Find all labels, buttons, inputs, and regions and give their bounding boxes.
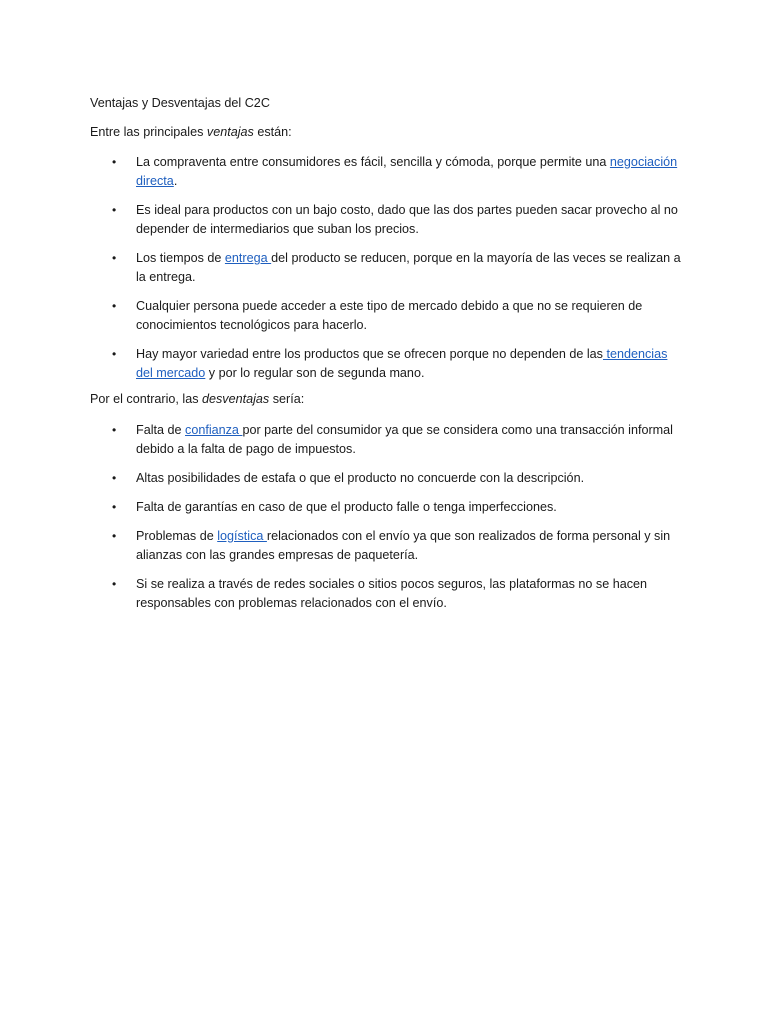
- list-item: [90, 575, 681, 613]
- list-item: [90, 249, 681, 287]
- bullet-icon: •: [112, 529, 117, 543]
- item-text-end: .: [173, 174, 178, 188]
- item-text: La compraventa entre consumidores es fácil, sencilla y cómoda, porque permite una: [136, 155, 610, 169]
- ventajas-list: [90, 153, 690, 393]
- item-text-end: del producto se reducen, porque en la mayoría de las veces se realizan a la entrega.: [136, 251, 681, 284]
- item-text: Hay mayor variedad entre los productos que se ofrecen porque no dependen de las: [136, 347, 603, 361]
- list-item: [90, 469, 681, 488]
- document-title: Ventajas y Desventajas del C2C: [90, 96, 270, 110]
- item-text: Los tiempos de: [136, 251, 225, 265]
- link-logistica[interactable]: logística: [217, 529, 267, 543]
- bullet-icon: •: [112, 347, 117, 361]
- link-negociacion-directa[interactable]: negociación directa: [136, 155, 678, 188]
- bullet-icon: •: [112, 471, 117, 485]
- list-item: [90, 421, 681, 459]
- list-item: [90, 297, 681, 335]
- ventajas-intro-emphasis: ventajas: [206, 125, 254, 139]
- item-text-end: relacionados con el envío ya que son realizados de forma personal y sin alianzas con las grandes empresas de paquetería.: [136, 529, 671, 562]
- bullet-icon: •: [112, 423, 117, 437]
- item-text-end: y por lo regular son de segunda mano.: [205, 366, 425, 380]
- bullet-icon: •: [112, 577, 117, 591]
- item-text: Falta de garantías en caso de que el producto falle o tenga imperfecciones.: [136, 500, 557, 514]
- ventajas-intro-before: Entre las principales: [90, 125, 207, 139]
- desventajas-list: [90, 421, 690, 623]
- item-text: Es ideal para productos con un bajo costo, dado que las dos partes pueden sacar provecho al no depender de intermediarios que suban los precios.: [136, 203, 678, 236]
- item-text: Altas posibilidades de estafa o que el producto no concuerde con la descripción.: [136, 471, 585, 485]
- ventajas-intro-after: están:: [253, 125, 292, 139]
- list-item: [90, 153, 681, 191]
- bullet-icon: •: [112, 251, 117, 265]
- item-text-end: por parte del consumidor ya que se considera como una transacción informal debido a la falta de pago de impuestos.: [136, 423, 673, 456]
- link-confianza[interactable]: confianza: [185, 423, 243, 437]
- list-item: [90, 527, 681, 565]
- item-text: Si se realiza a través de redes sociales o sitios pocos seguros, las plataformas no se hacen responsables con problemas relacionados con el envío.: [136, 577, 648, 610]
- desventajas-intro: [90, 391, 304, 407]
- item-text: Cualquier persona puede acceder a este tipo de mercado debido a que no se requieren de conocimientos tecnológicos para hacerlo.: [136, 299, 643, 332]
- bullet-icon: •: [112, 299, 117, 313]
- desventajas-intro-after: sería:: [269, 392, 305, 406]
- ventajas-intro: [90, 124, 292, 140]
- item-text: Problemas de: [136, 529, 218, 543]
- desventajas-intro-before: Por el contrario, las: [90, 392, 202, 406]
- desventajas-intro-emphasis: desventajas: [202, 392, 270, 406]
- item-text: Falta de: [136, 423, 186, 437]
- bullet-icon: •: [112, 500, 117, 514]
- bullet-icon: •: [112, 203, 117, 217]
- list-item: [90, 498, 681, 517]
- list-item: [90, 345, 681, 383]
- link-entrega[interactable]: entrega: [224, 251, 272, 265]
- link-tendencias-del-mercado[interactable]: tendencias del mercado: [136, 347, 668, 380]
- list-item: [90, 201, 681, 239]
- bullet-icon: •: [112, 155, 117, 169]
